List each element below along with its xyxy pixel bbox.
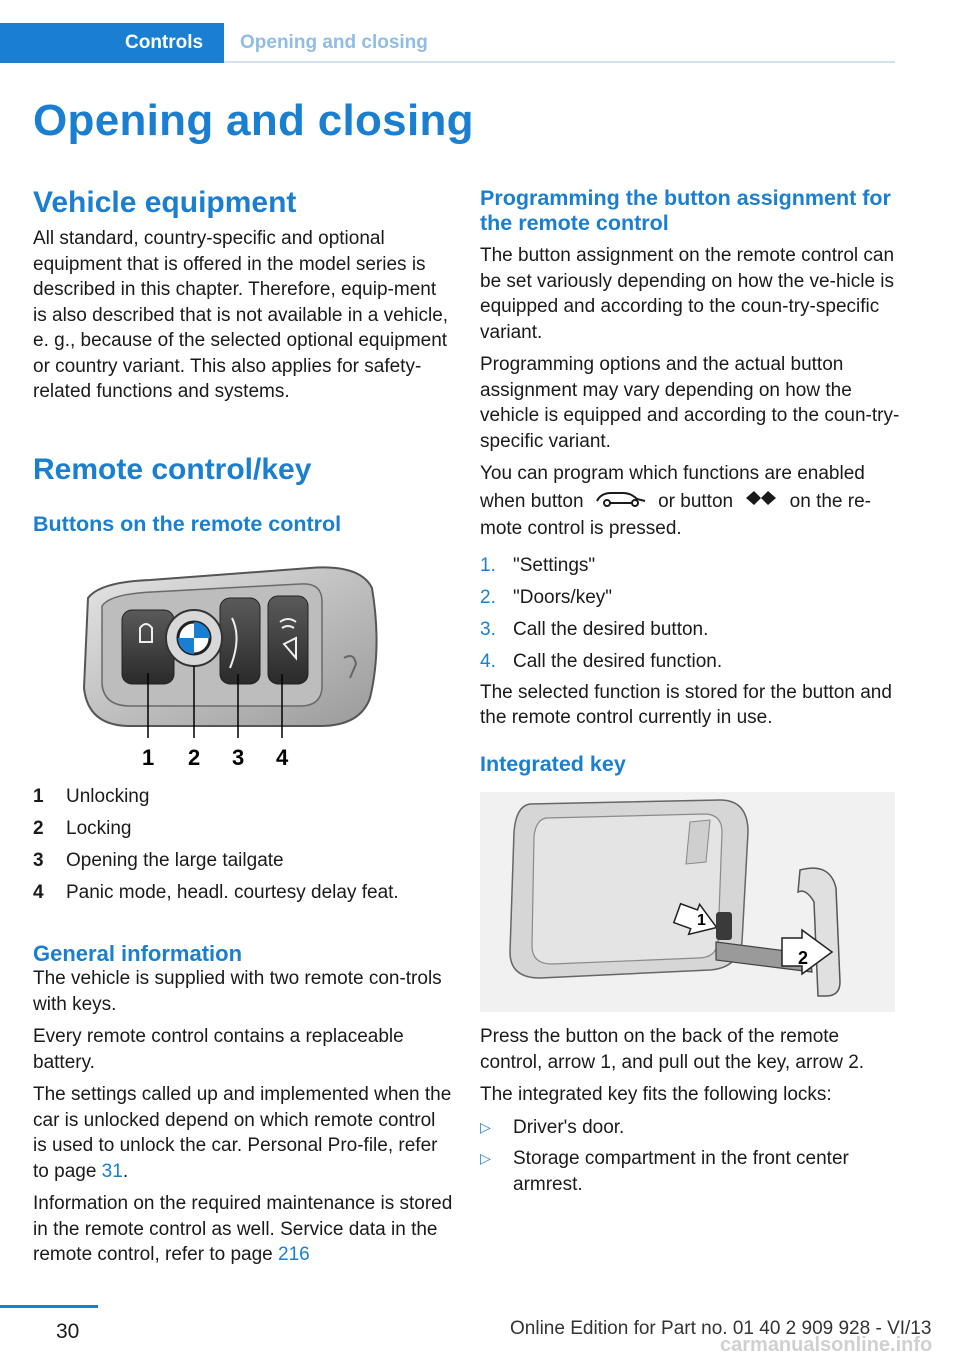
list-item-number: 4: [33, 882, 44, 903]
general-info-paragraph-2: Every remote control contains a replaceable battery.: [33, 1026, 404, 1073]
list-item-label: Storage compartment in the front center armrest.: [513, 1148, 849, 1195]
list-item-label: Panic mode, headl. courtesy delay feat.: [66, 882, 399, 903]
page-number: 30: [56, 1320, 80, 1343]
paragraph-text: on the re‐mote control is pressed.: [480, 490, 871, 539]
page-link-31[interactable]: 31: [101, 1160, 123, 1182]
header-subsection-label: Opening and closing: [240, 32, 428, 53]
integrated-key-heading: Integrated key: [480, 752, 626, 776]
step-number: 2.: [480, 586, 496, 608]
lock-chevron-icon: [744, 489, 778, 515]
list-item: [33, 845, 453, 877]
footer-edition: Online Edition for Part no. 01 40 2 909 928 - VI/13: [510, 1318, 932, 1339]
step-label: Call the desired button.: [513, 618, 709, 640]
list-item-label: Unlocking: [66, 786, 150, 807]
general-information-section: [33, 941, 453, 1275]
list-item-number: 1: [33, 786, 44, 807]
list-item: [33, 781, 453, 813]
list-item: [480, 614, 900, 646]
figure-label-4: 4: [276, 745, 289, 770]
vehicle-equipment-section: [33, 184, 453, 405]
paragraph-text: The settings called up and implemented when the car is unlocked depend on which remote control is used to unlock the car. Personal Pro‐file, refer to page: [33, 1084, 452, 1182]
paragraph-text: Information on the required maintenance is stored in the remote control as well. Service data in the remote control, refer to page: [33, 1193, 453, 1265]
list-item: [480, 1146, 900, 1197]
bullet-triangle-icon: ▷: [480, 1118, 491, 1135]
general-info-paragraph-1: The vehicle is supplied with two remote con‐trols with keys.: [33, 968, 442, 1015]
programming-paragraph-4: The selected function is stored for the button and the remote control currently in use.: [480, 681, 892, 728]
programming-section: [480, 186, 900, 738]
list-item-label: Opening the large tailgate: [66, 850, 284, 871]
list-item: [480, 646, 900, 678]
unlock-button-shape: [122, 610, 174, 684]
step-number: 4.: [480, 650, 496, 672]
watermark: carmanualsonline.info: [720, 1334, 933, 1356]
step-label: "Settings": [513, 554, 596, 576]
programming-paragraph-1: The button assignment on the remote control can be set variously depending on how the ve‐hicle is equipped and according to the coun‐try-specific variant.: [480, 245, 895, 343]
programming-heading: Programming the button assignment for the remote control: [480, 186, 891, 235]
vehicle-equipment-text: All standard, country-specific and optional equipment that is offered in the model series is described in this chapter. Therefore, equip‐ment is also described that is not available in a vehicle, e. g., because of the selected optional equipment or country variant. This also applies for safety-related functions and systems.: [33, 228, 449, 402]
arrow-label-2: 2: [798, 948, 809, 968]
page-title: Opening and closing: [33, 96, 474, 145]
integrated-key-paragraph-2: The integrated key fits the following locks:: [480, 1084, 832, 1105]
integrated-key-paragraph-1: Press the button on the back of the remote control, arrow 1, and pull out the key, arrow 2.: [480, 1026, 865, 1073]
integrated-key-figure: [480, 792, 895, 1012]
step-label: "Doors/key": [513, 586, 613, 608]
remote-control-figure: [60, 558, 400, 772]
figure-label-1: 1: [142, 745, 155, 770]
locks-list: [480, 1115, 900, 1198]
button-list: [33, 781, 453, 909]
header-divider: [224, 61, 895, 63]
integrated-key-illustration: [480, 792, 895, 1012]
list-item-number: 2: [33, 818, 44, 839]
remote-control-illustration: [60, 558, 400, 772]
list-item: [480, 582, 900, 614]
list-item-label: Driver's door.: [513, 1116, 625, 1138]
car-unlock-icon: [595, 487, 647, 517]
programming-paragraph-3: [480, 461, 900, 542]
figure-label-2: 2: [188, 745, 201, 770]
remote-control-heading: Remote control/key: [33, 453, 312, 486]
header-section-tab[interactable]: [0, 23, 224, 63]
panic-button-shape: [268, 596, 308, 684]
list-item-number: 3: [33, 850, 44, 871]
figure-label-3: 3: [232, 745, 245, 770]
programming-steps: [480, 550, 900, 678]
step-number: 3.: [480, 618, 496, 640]
arrow-label-1: 1: [697, 912, 706, 929]
paragraph-text: You can program which functions are enabled when button: [480, 463, 865, 512]
general-information-heading: General information: [33, 941, 243, 966]
header-section-label: Controls: [125, 32, 204, 53]
paragraph-end: .: [122, 1160, 129, 1182]
tailgate-button-shape: [220, 598, 260, 684]
step-label: Call the desired function.: [513, 650, 723, 672]
vehicle-equipment-heading: Vehicle equipment: [33, 186, 297, 219]
programming-paragraph-2: Programming options and the actual button assignment may vary depending on how the vehicle is equipped and according to the coun‐try-specific variant.: [480, 354, 900, 452]
list-item: [33, 813, 453, 845]
paragraph-text: or button: [658, 490, 734, 512]
step-number: 1.: [480, 554, 496, 576]
list-item: [480, 550, 900, 582]
page-link-216[interactable]: 216: [278, 1244, 310, 1265]
list-item: [480, 1115, 900, 1141]
footer-accent-line: [0, 1305, 98, 1308]
buttons-heading: Buttons on the remote control: [33, 512, 342, 536]
bullet-triangle-icon: ▷: [480, 1150, 491, 1166]
general-info-paragraph-3: [33, 1082, 453, 1184]
integrated-key-section: [480, 1024, 900, 1203]
header-subsection-tab[interactable]: [240, 23, 428, 63]
list-item-label: Locking: [66, 818, 132, 839]
list-item: [33, 877, 453, 909]
general-info-paragraph-4: [33, 1191, 453, 1268]
